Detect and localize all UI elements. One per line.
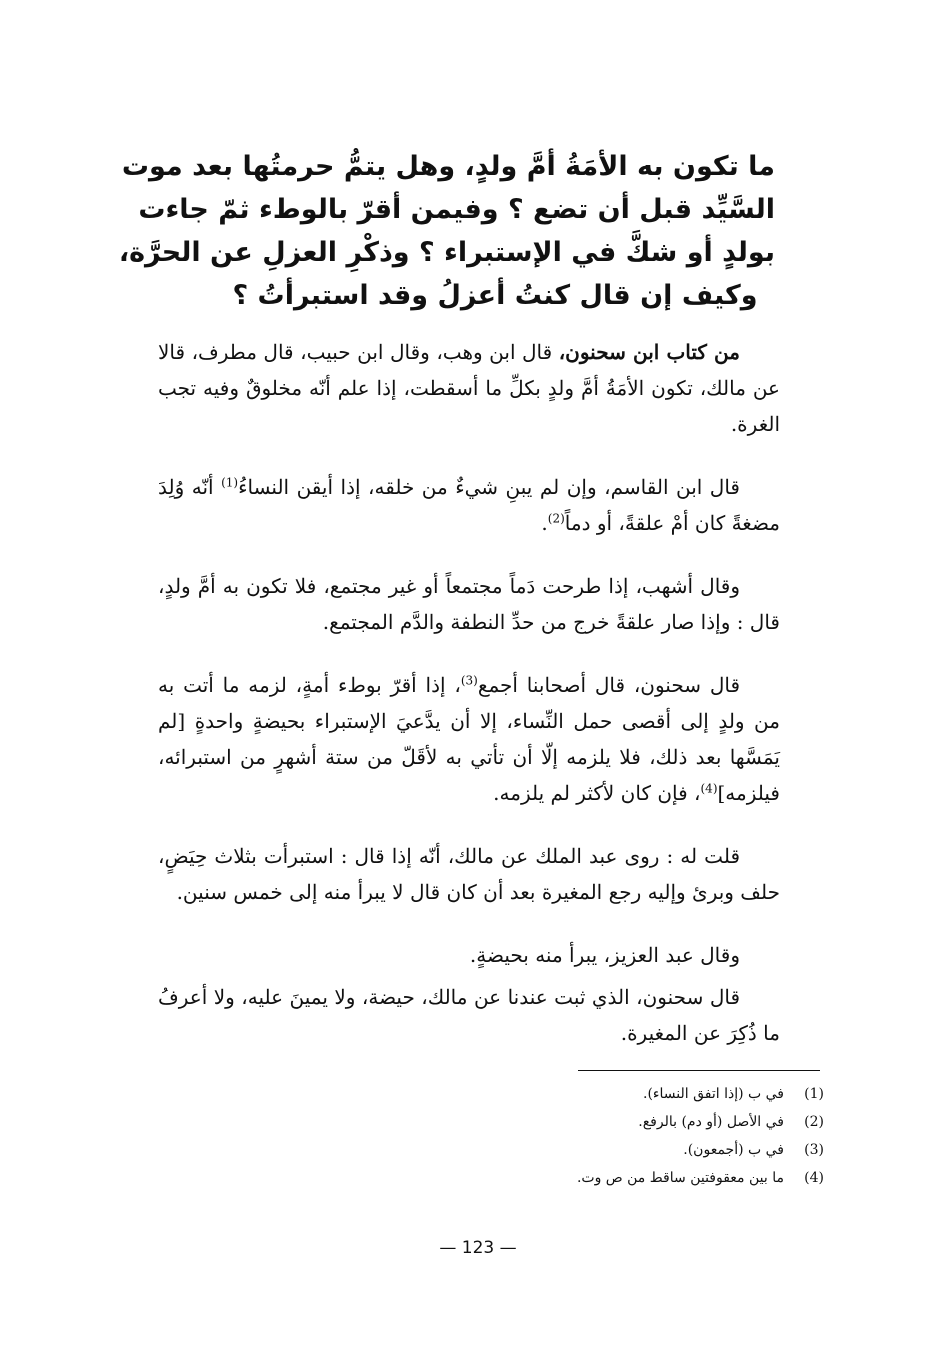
footnote-ref-4: (4) — [700, 781, 718, 796]
footnote-ref-2: (2) — [547, 511, 565, 526]
body-text — [158, 334, 780, 1078]
footnote-number: (3) — [804, 1142, 824, 1158]
paragraph-4-text-b: ، إذا أقرّ بوطء أمةٍ، لزمه ما أتت به من ولدٍ إلى أقصى حمل النِّساء، إلا أن يدَّعيَ الإستبراء بحيضةٍ واحدةٍ [لم يَمَسَّها بعد ذلك، فلا يلزمه إلّا أن تأتي به لأقَلّ من ستة أشهرٍ من استبرائه، فيلزمه] — [158, 673, 780, 805]
paragraph-4-text-c: ، فإن كان لأكثر لم يلزمه. — [493, 781, 701, 805]
footnote-text: في ب (إذا اتفق النساء). — [643, 1086, 784, 1102]
title-line-3: بولدٍ أو شكَّ في الإستبراء ؟ وذكْرِ العزلِ عن الحرَّة، — [118, 237, 775, 268]
paragraph-6: وقال عبد العزيز، يبرأ منه بحيضةٍ. — [469, 943, 740, 967]
footnote-text: في ب (أجمعون). — [683, 1142, 784, 1158]
paragraph-3: وقال أشهب، إذا طرحت دَماً مجتمعاً أو غير مجتمع، فلا تكون به أمَّ ولدٍ، قال : وإذا صار علقةً خرج من حدِّ النطفة والدَّم المجتمع. — [158, 574, 780, 634]
paragraph-2-text-c: . — [541, 511, 548, 535]
paragraph-5: قلت له : روى عبد الملك عن مالك، أنّه إذا قال : استبرأت بثلاث حِيَضٍ، حلف وبرئ وإليه رجع المغيرة بعد أن كان قال لا يبرأ منه إلى خمس سنين. — [158, 844, 780, 904]
title-line-1: ما تكون به الأمَةُ أمَّ ولدٍ، وهل يتمُّ حرمتُها بعد موت — [121, 151, 775, 182]
paragraph-4-text-a: قال سحنون، قال أصحابنا أجمع — [477, 673, 740, 697]
footnote-number: (2) — [804, 1114, 824, 1130]
chapter-title — [118, 145, 775, 317]
footnotes — [420, 1080, 824, 1192]
title-line-4: وكيف إن قال كنتُ أعزلُ وقد استبرأتُ ؟ — [232, 280, 758, 311]
footnote-text: في الأصل (أو دم) بالرفع. — [638, 1114, 784, 1130]
footnote-2 — [420, 1108, 824, 1136]
paragraph-1 — [158, 334, 780, 442]
footnote-4 — [420, 1164, 824, 1192]
footnote-separator — [578, 1070, 820, 1071]
footnote-3 — [420, 1136, 824, 1164]
page-number: — 123 — — [439, 1238, 517, 1258]
footnote-ref-1: (1) — [221, 475, 239, 490]
footnote-number: (1) — [804, 1086, 824, 1102]
footnote-ref-3: (3) — [460, 673, 478, 688]
paragraph-2-text-b: أنّه وُلِدَ مضغةً كان أمْ علقةً، أو دماً — [158, 475, 780, 535]
paragraph-2 — [158, 469, 780, 541]
paragraph-1-text: قال ابن وهب، وقال ابن حبيب، قال مطرف، قالا عن مالك، تكون الأمَةُ أمَّ ولدٍ بكلِّ ما أسقطت، إذا علم أنّه مخلوقٌ وفيه تجب الغرة. — [158, 340, 780, 436]
paragraph-7: قال سحنون، الذي ثبت عندنا عن مالك، حيضة، ولا يمينَ عليه، ولا أعرفُ ما ذُكِرَ عن المغيرة. — [158, 985, 780, 1045]
footnote-1 — [420, 1080, 824, 1108]
footnote-text: ما بين معقوفتين ساقط من ص وت. — [576, 1170, 784, 1186]
source-heading: من كتاب ابن سحنون، — [558, 340, 740, 364]
paragraph-2-text-a: قال ابن القاسم، وإن لم يبنِ شيءٌ من خلقه، إذا أيقن النساءُ — [238, 475, 740, 499]
footnote-number: (4) — [804, 1170, 824, 1186]
paragraph-4 — [158, 667, 780, 811]
title-line-2: السَّيِّد قبل أن تضع ؟ وفيمن أقرّ بالوطء ثمّ جاءت — [138, 194, 775, 225]
